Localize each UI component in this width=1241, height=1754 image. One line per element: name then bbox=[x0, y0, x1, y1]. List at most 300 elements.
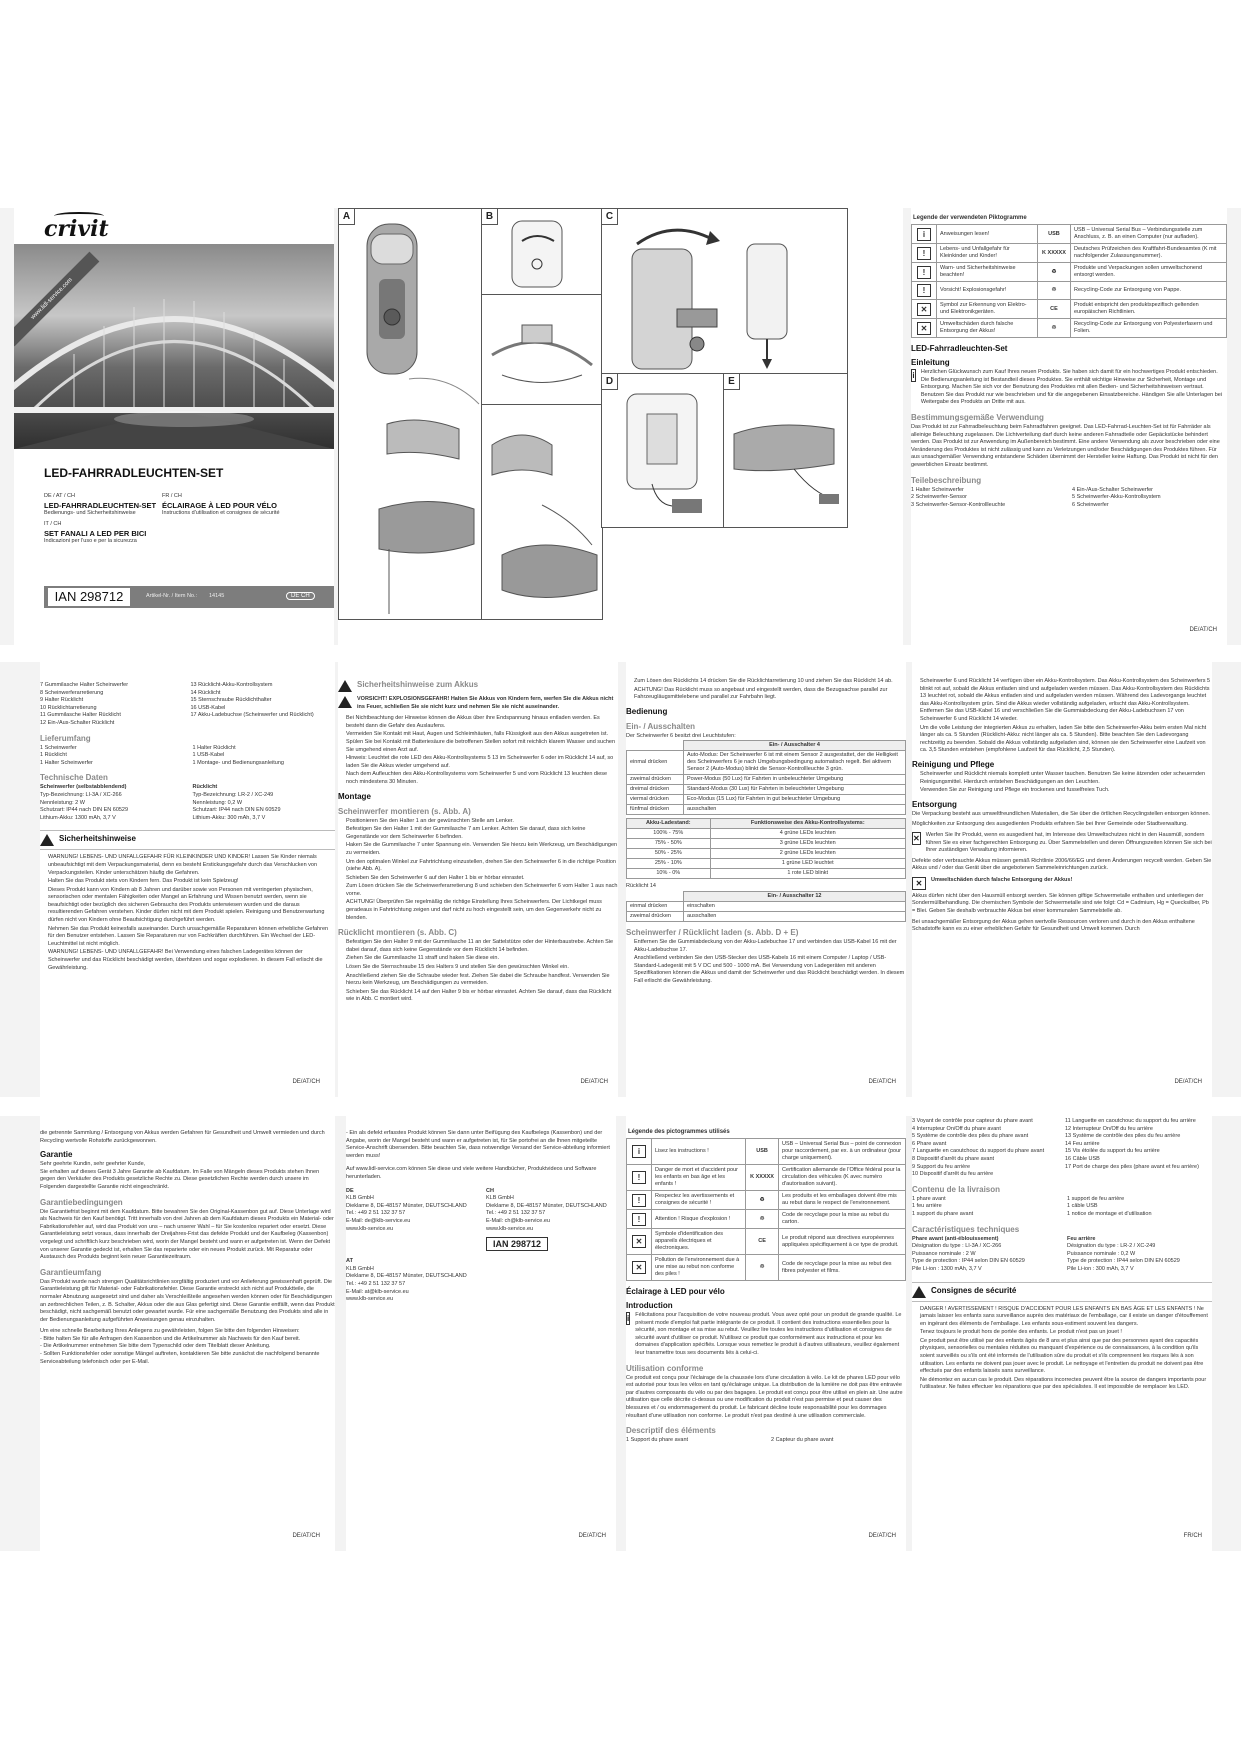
table-row bbox=[627, 901, 906, 911]
scope-item: 1 feu arrière bbox=[912, 1203, 942, 1210]
legend-row bbox=[627, 1191, 906, 1210]
akku-heading: Sicherheitshinweise zum Akkus bbox=[357, 680, 479, 689]
legend-row bbox=[627, 1229, 906, 1255]
garantie-text: Sehr geehrte Kundin, sehr geehrter Kunde, bbox=[40, 1161, 146, 1168]
rl-release-list bbox=[626, 678, 906, 702]
warning-icon bbox=[912, 1286, 926, 1298]
weee-block bbox=[912, 832, 1212, 855]
headlight-charging-illustration bbox=[724, 374, 847, 527]
part-item: 11 Gummilasche Halter Rücklicht bbox=[40, 712, 121, 719]
akku-item: • Hinweis: Leuchtet die rote LED des Akku-Kontrollsystems 5 13 im Scheinwerfer 6 oder im Rücklicht 14 auf, so laden Sie die Akkus wieder umgehend auf. bbox=[346, 755, 618, 770]
part-item: 5 Scheinwerfer-Akku-Kontrollsystem bbox=[1072, 494, 1161, 501]
garantie-heading: Garantie bbox=[40, 1150, 73, 1160]
table-header: Akku-Ladestand: bbox=[627, 819, 711, 829]
legend-text: USB – Universal Serial Bus – point de connexion pour raccordement, par ex. à un ordinateur (pour charge uniquement). bbox=[779, 1139, 906, 1165]
part-item: 8 Dispositif d'arrêt du phare avant bbox=[912, 1155, 995, 1162]
laden-heading: Scheinwerfer / Rücklicht laden (s. Abb. D + E) bbox=[626, 927, 799, 937]
table-header: Ein- / Ausschalter 4 bbox=[684, 741, 906, 751]
part-item: 8 Scheinwerferarretierung bbox=[40, 689, 104, 696]
scope-item: 1 support du phare avant bbox=[912, 1210, 974, 1217]
step-item: • Befestigen Sie den Halter 1 mit der Gummilasche 7 am Lenker. Achten Sie darauf, dass sich keine Gegenstände vor dem Scheinwerfer 6 befinden. bbox=[346, 826, 618, 841]
legend-pictogram-icon: ♲ bbox=[759, 1215, 765, 1222]
tech-item: Pile Li-ion : 300 mAh, 3,7 V bbox=[1067, 1265, 1134, 1272]
legend-pictogram-icon: K XXXXX bbox=[750, 1174, 774, 1180]
contenu-list bbox=[912, 1196, 1212, 1219]
abwicklung-text: Um eine schnelle Bearbeitung Ihres Anliegens zu gewährleisten, folgen Sie bitte den folgenden Hinweisen: bbox=[40, 1328, 300, 1335]
scope-item: 1 Scheinwerfer bbox=[40, 744, 77, 751]
p8-section-title: Éclairage à LED pour vélo bbox=[626, 1287, 725, 1296]
legend-icon-cell bbox=[1037, 225, 1070, 244]
table-row bbox=[627, 839, 906, 849]
legend-pictogram-icon: ✕ bbox=[632, 1261, 646, 1274]
figure-a-panel bbox=[338, 208, 483, 620]
tech-item: Puissance nominale : 2 W bbox=[912, 1250, 976, 1257]
legend-pictogram-icon: ! bbox=[632, 1171, 646, 1184]
flags-de: DE / AT / CH bbox=[44, 493, 75, 499]
legend-text: Recycling-Code zur Entsorgung von Polyesterfasern und Folien. bbox=[1070, 319, 1226, 338]
akku-level-table bbox=[626, 818, 906, 879]
footer-p9: FR/CH bbox=[1183, 1533, 1202, 1539]
legend-text: Respectez les avertissements et consignes de sécurité ! bbox=[652, 1191, 746, 1210]
step-item: • Befestigen Sie den Halter 9 mit der Gummilasche 11 an der Sattelstütze oder der Hinterbaustrebe. Achten Sie dabei darauf, dass sich keine Gegenstände vor dem Rücklicht 14 befinden. bbox=[346, 939, 618, 954]
akku-heading-row bbox=[338, 680, 618, 692]
laden-list bbox=[626, 939, 906, 986]
ian-box: IAN 298712 bbox=[486, 1237, 548, 1251]
flags-fr: FR / CH bbox=[162, 493, 182, 499]
einleitung-heading: Einleitung bbox=[911, 358, 950, 367]
address-line: Tel.: +49 2 51 132 37 57 bbox=[486, 1210, 546, 1217]
page-3 bbox=[338, 662, 618, 1097]
part-item: 7 Gummilasche Halter Scheinwerfer bbox=[40, 682, 129, 688]
part-item: 17 Port de charge des piles (phare avant et feu arrière) bbox=[1065, 1163, 1199, 1170]
legend-icon-cell bbox=[746, 1139, 779, 1165]
part-item: 3 Voyant de contrôle pour capteur du phare avant bbox=[912, 1118, 1033, 1124]
figure-a-label: A bbox=[339, 209, 355, 225]
table-row bbox=[627, 911, 906, 921]
step-item: • Verwenden Sie zur Reinigung und Pflege ein trockenes und fusselfreies Tuch. bbox=[920, 787, 1212, 795]
part-item: 2 Capteur du phare avant bbox=[771, 1437, 834, 1444]
table-cell: ausschalten bbox=[684, 805, 906, 815]
sw-mount-list bbox=[338, 818, 618, 923]
tech-taillight-heading: Rücklicht bbox=[192, 784, 218, 791]
figure-b-label: B bbox=[482, 209, 498, 225]
logo-swoosh-icon bbox=[54, 212, 104, 220]
footer-p2: DE/AT/CH bbox=[292, 1079, 320, 1085]
bedienung-heading: Bedienung bbox=[626, 706, 668, 716]
part-item: 15 Sternschraube Rücklichthalter bbox=[190, 697, 272, 704]
page-8 bbox=[626, 1116, 906, 1551]
safety-heading-row bbox=[40, 830, 335, 850]
page-4 bbox=[626, 662, 906, 1097]
address-line: Dieklame 8, DE-48157 Münster, DEUTSCHLAND bbox=[486, 1202, 607, 1209]
legend-text: Produkt entspricht den produktspezifisch geltenden europäischen Richtlinien. bbox=[1070, 300, 1226, 319]
step-item: • Haken Sie die Gummilasche 7 unter Spannung ein. Verwenden Sie hierzu kein Werkzeug, um Beschädigungen zu vermeiden. bbox=[346, 842, 618, 857]
akku-warning-text: VORSICHT! EXPLOSIONSGEFAHR! Halten Sie Akkus von Kindern fern, werfen Sie die Akkus nicht ins Feuer, schließen Sie sie nicht kurz und nehmen Sie sie nicht auseinander. bbox=[357, 696, 614, 710]
safety-item: • Halten Sie das Produkt stets von Kindern fern. Das Produkt ist kein Spielzeug! bbox=[48, 878, 335, 886]
legend-text: Symbole d'identification des appareils électriques et électroniques. bbox=[652, 1229, 746, 1255]
akku-item: • Nach dem Aufleuchten des Akku-Kontrollsystems vom Scheinwerfer 5 und vom Rücklicht 13 leuchten diese noch mindestens 30 Minuten. bbox=[346, 771, 618, 786]
lang-subtitle-fr: Instructions d'utilisation et consignes de sécurité bbox=[162, 509, 280, 516]
entsorgung-text: Werfen Sie Ihr Produkt, wenn es ausgedient hat, im Interesse des Umweltschutzes nicht in den Hausmüll, sondern führen Sie es einer fachgerechten Entsorgung zu. Über Sammelstellen und deren Öffnungszeiten können Sie sich bei Ihrer zuständigen Verwaltung informieren. bbox=[925, 831, 1212, 854]
step-item: • Scheinwerfer und Rücklicht niemals komplett unter Wasser tauchen. Benutzen Sie keine ätzenden oder scheuernden Reinigungsmittel. Hierdurch entstehen Beschädigungen an den Leuchten. bbox=[920, 771, 1212, 786]
taillight-charging-illustration bbox=[602, 374, 724, 527]
abwicklung-text: - Sollten Funktionsfehler oder sonstige Mängel auftreten, kontaktieren Sie bitte zunächst die nachfolgend benannte Serviceabteilung telefonisch oder per E-Mail. bbox=[40, 1351, 320, 1365]
table-cell: Standard-Modus (30 Lux) für Fahrten in beleuchteter Umgebung bbox=[684, 785, 906, 795]
legend-icon-cell bbox=[1037, 300, 1070, 319]
rl-label: Rücklicht 14 bbox=[626, 883, 656, 890]
entsorgung-text: Möglichkeiten zur Entsorgung des ausgedienten Produkts erfahren Sie bei Ihrer Gemeinde oder Stadtverwaltung. bbox=[912, 821, 1188, 828]
table-cell: Power-Modus (50 Lux) für Fahrten in unbeleuchteter Umgebung bbox=[684, 775, 906, 785]
lang-title-it: SET FANALI A LED PER BICI bbox=[44, 528, 147, 538]
legend-table-de bbox=[911, 224, 1227, 338]
introduction-text: Félicitations pour l'acquisition de votre nouveau produit. Vous avez opté pour un produit de grande qualité. Le présent mode d'emploi fait partie intégrante de ce produit. Il contient des instructions essentielles pour la sécurité, son montage et sa mise au rebut. Veuillez lire toutes les instructions d'utilisation et consignes de sécurité avant d'utiliser ce produit. N'utilisez ce produit que conformément aux instructions et pour les domaines d'application spécifiés. Lorsque vous remettez le produit à d'autres utilisateurs, veuillez également leur transmettre tous ses documents liés à celui-ci. bbox=[635, 1312, 902, 1356]
table-row bbox=[627, 795, 906, 805]
crossed-bin-icon: ✕ bbox=[912, 877, 926, 890]
language-block-fr bbox=[162, 493, 280, 517]
table-cell: 75% - 50% bbox=[627, 839, 711, 849]
taillight-front-illustration bbox=[482, 209, 602, 295]
safety-heading: Sicherheitshinweise bbox=[59, 834, 136, 844]
address-line: KLB GmbH bbox=[346, 1265, 374, 1272]
legend-pictogram-icon: K XXXXX bbox=[1042, 249, 1066, 256]
safety-item: • Nehmen Sie das Produkt keinesfalls auseinander. Durch unsachgemäße Reparaturen können erhebliche Gefahren für den Benutzer entstehen. Lassen Sie Reparaturen nur von Fachkräften durchführen. Ein Wechsel der LED-Leuchtmittel ist nicht möglich. bbox=[48, 926, 335, 949]
parts-list-fr-2 bbox=[912, 1118, 1212, 1179]
tech-heading: Technische Daten bbox=[40, 773, 108, 783]
scope-item: 1 Montage- und Bedienungsanleitung bbox=[192, 759, 284, 766]
rl-mount-heading: Rücklicht montieren (s. Abb. C) bbox=[338, 928, 457, 938]
legend-pictogram-icon: CE bbox=[758, 1238, 766, 1244]
table-row bbox=[627, 751, 906, 775]
figures-page bbox=[338, 208, 903, 645]
table-row bbox=[627, 805, 906, 815]
part-item: 1 Support du phare avant bbox=[626, 1437, 689, 1444]
legend-text: Deutsches Prüfzeichen des Kraftfahrt-Bundesamtes (K mit nachfolgender Zulassungsnummer). bbox=[1070, 244, 1226, 263]
garantieumfang-heading: Garantieumfang bbox=[40, 1267, 102, 1277]
legend-text: Code de recyclage pour la mise au rebut des fibres polyester et films. bbox=[779, 1255, 906, 1281]
legend-text: Le produit répond aux directives européennes appliquées spécifiquement à ce type de produit. bbox=[779, 1229, 906, 1255]
step-item: • Entfernen Sie die Gummiabdeckung von der Akku-Ladebuchse 17 und verbinden das USB-Kabel 16 mit der Akku-Ladebuchse 17. bbox=[634, 939, 906, 954]
address-line: www.klb-service.eu bbox=[486, 1225, 534, 1232]
legend-text: Danger de mort et d'accident pour les enfants en bas âge et les enfants ! bbox=[652, 1165, 746, 1191]
usage-heading: Utilisation conforme bbox=[626, 1363, 704, 1373]
legend-icon-cell bbox=[627, 1139, 652, 1165]
table-header bbox=[627, 741, 684, 751]
language-block-it bbox=[44, 521, 146, 545]
scope-item: 1 Rücklicht bbox=[40, 752, 67, 759]
entsorgung-heading: Entsorgung bbox=[912, 799, 957, 809]
footer-p8: DE/AT/CH bbox=[868, 1533, 896, 1539]
safety-list bbox=[40, 854, 335, 972]
p1-section-title: LED-Fahrradleuchten-Set bbox=[911, 344, 1008, 353]
table-cell: 50% - 25% bbox=[627, 849, 711, 859]
page-6 bbox=[40, 1116, 335, 1551]
legend-row bbox=[912, 225, 1227, 244]
legend-icon-cell bbox=[912, 282, 937, 300]
table-row bbox=[627, 869, 906, 879]
footer-p5: DE/AT/CH bbox=[1174, 1079, 1202, 1085]
part-item: 7 Languette en caoutchouc du support du phare avant bbox=[912, 1148, 1045, 1155]
safety-item: • Ne démontez en aucun cas le produit. Des réparations incorrectes peuvent être la source de dangers importants pour l'utilisateur. Ne faites effectuer les réparations que par des spécialistes. Il est impossible de remplacer les LED. bbox=[920, 1377, 1212, 1392]
step-item: • ACHTUNG! Das Rücklicht muss so angebaut und eingestellt werden, dass die Bezugsachse parallel zur Fahrzeugläugsmittelebene und parallel zur Fahrbahn liegt. bbox=[634, 687, 906, 702]
part-item: 10 Rücklichtarretierung bbox=[40, 704, 97, 711]
address-de bbox=[346, 1188, 476, 1253]
table-row bbox=[627, 775, 906, 785]
headlight-illustration bbox=[339, 209, 482, 619]
part-item: 5 Système de contrôle des piles du phare avant bbox=[912, 1133, 1029, 1140]
tech-item: Nennleistung: 2 W bbox=[40, 799, 85, 806]
legend-icon-cell bbox=[912, 319, 937, 338]
legend-row bbox=[912, 319, 1227, 338]
bridge-photo-illustration bbox=[14, 244, 334, 449]
legend-row bbox=[912, 244, 1227, 263]
legend-icon-cell bbox=[912, 263, 937, 282]
part-item: 13 Système de contrôle des piles du feu arrière bbox=[1065, 1133, 1181, 1140]
step-item: • Schieben Sie das Rücklicht 14 auf den Halter 9 bis er hörbar einrastet. Achten Sie darauf, dass das Rücklicht wie in Abb. C montiert wird. bbox=[346, 989, 618, 1004]
einleitung-text: Herzlichen Glückwunsch zum Kauf Ihres neuen Produkts. Sie haben sich damit für ein hochwertiges Produkt entschieden. Die Bedienungsanleitung ist Bestandteil dieses Produktes. Sie enthält wichtige Hinweise zur Sicherheit, Montage und Entsorgung. Machen Sie sich vor der Benutzung des Produktes mit allen Bedien- und Sicherheitshinweisen vertraut. Benutzen Sie das Produkt nur wie beschrieben und für die angegebenen Einsatzbereiche. Händigen Sie alle Unterlagen bei Weitergabe des Produkts an Dritte mit aus. bbox=[920, 369, 1223, 406]
legend-icon-cell bbox=[1037, 282, 1070, 300]
article-label: Artikel-Nr. / Item No.: bbox=[146, 593, 198, 599]
akku-list bbox=[338, 715, 618, 786]
legend-pictogram-icon: ♻ bbox=[759, 1196, 765, 1203]
tech-item: Désignation du type : LI-3A / XC-266 bbox=[912, 1243, 1002, 1250]
legend-text: Certification allemande de l'Office fédéral pour la circulation des véhicules (K avec numéro d'autorisation suivant). bbox=[779, 1165, 906, 1191]
lang-badges: DE CH bbox=[286, 592, 315, 600]
legend-row bbox=[627, 1210, 906, 1229]
figure-d-label: D bbox=[602, 374, 618, 390]
teile-heading: Teilebeschreibung bbox=[911, 475, 982, 485]
crivit-logo: crivit bbox=[44, 216, 109, 242]
table-cell: Eco-Modus (15 Lux) für Fahrten in gut beleuchteter Umgebung bbox=[684, 795, 906, 805]
table-cell: einschalten bbox=[684, 901, 906, 911]
step-item: • Schieben Sie den Scheinwerfer 6 auf den Halter 1 bis er hörbar einrastet. bbox=[346, 875, 618, 883]
table-row bbox=[627, 849, 906, 859]
legend-text: Recycling-Code zur Entsorgung von Pappe. bbox=[1070, 282, 1226, 300]
legend-text: Les produits et les emballages doivent être mis au rebut dans le respect de l'environnement. bbox=[779, 1191, 906, 1210]
flags-it: IT / CH bbox=[44, 521, 62, 527]
legend-pictogram-icon: ! bbox=[917, 266, 931, 279]
address-line: E-Mail: de@klb-service.eu bbox=[346, 1217, 411, 1224]
legend-row bbox=[912, 263, 1227, 282]
legend-pictogram-icon: i bbox=[632, 1145, 646, 1158]
part-item: 11 Languette en caoutchouc du support du feu arrière bbox=[1065, 1118, 1196, 1124]
legend-pictogram-icon: CE bbox=[1050, 305, 1058, 312]
introduction-heading: Introduction bbox=[626, 1301, 673, 1310]
table-cell: 10% - 0% bbox=[627, 869, 711, 879]
teile-list bbox=[911, 487, 1227, 510]
step-item: • Zum Lösen drücken Sie die Scheinwerferarretierung 8 und schieben den Scheinwerfer 6 vom Halter 1 aus nach vorne. bbox=[346, 883, 618, 898]
umwelt-heading: Umweltschäden durch falsche Entsorgung der Akkus! bbox=[931, 876, 1073, 883]
info-icon: i bbox=[912, 371, 915, 380]
safety-item: • Ce produit peut être utilisé par des enfants âgés de 8 ans et plus ainsi que par des personnes ayant des capacités physiques, sensorielles ou mentales réduites ou manquant d'expérience ou de connaissances, à la condition qu'ils soient surveillés ou s'ils ont été informés de l'utilisation sûre du produit et s'ils comprennent les risques liés à son utilisation. Les enfants ne doivent pas jouer avec le produit. Le nettoyage et l'entretien du produit ne doivent pas être effectués par des enfants laissés sans surveillance. bbox=[920, 1338, 1212, 1376]
table-cell: ausschalten bbox=[684, 911, 906, 921]
figure-c-label: C bbox=[602, 209, 618, 225]
legend-icon-cell bbox=[746, 1165, 779, 1191]
part-item: 2 Scheinwerfer-Sensor bbox=[911, 494, 967, 501]
garantiebedingungen-heading: Garantiebedingungen bbox=[40, 1197, 123, 1207]
legend-pictogram-icon: ! bbox=[632, 1213, 646, 1226]
step-item: • Anschließend ziehen Sie die Schraube wieder fest. Ziehen Sie dabei die Schraube handfest. Verwenden Sie hierzu kein Werkzeug, um Beschädigungen zu vermeiden. bbox=[346, 973, 618, 988]
akku-item: • Vermeiden Sie Kontakt mit Haut, Augen und Schleimhäuten, falls Flüssigkeit aus den Akkus ausgetreten ist. Spülen Sie bei Kontakt mit Batteriesäure die betroffenen Stellen sofort mit reichlich klarem Wasser und suchen Sie umgehend einen Arzt auf. bbox=[346, 731, 618, 754]
contenu-heading: Contenu de la livraison bbox=[912, 1184, 1001, 1194]
figure-a-detail bbox=[481, 404, 603, 620]
legend-pictogram-icon: USB bbox=[1048, 230, 1060, 237]
address-line: KLB GmbH bbox=[346, 1195, 374, 1202]
lieferumfang-heading: Lieferumfang bbox=[40, 733, 91, 743]
montage-heading: Montage bbox=[338, 791, 371, 801]
scope-item: 1 câble USB bbox=[1067, 1203, 1098, 1210]
part-item: 12 Ein-/Aus-Schalter Rücklicht bbox=[40, 719, 115, 726]
legend-icon-cell bbox=[746, 1229, 779, 1255]
legend-text: Symbol zur Erkennung von Elektro- und Elektronikgeräten. bbox=[937, 300, 1038, 319]
rl-mount-list bbox=[338, 939, 618, 1004]
safety-heading-fr: Consignes de sécurité bbox=[931, 1285, 1017, 1295]
website-banner: www.lidl-service.com bbox=[14, 252, 99, 347]
address-line: E-Mail: ch@klb-service.eu bbox=[486, 1217, 550, 1224]
legend-icon-cell bbox=[627, 1210, 652, 1229]
page-2 bbox=[40, 662, 335, 1097]
footer-p3: DE/AT/CH bbox=[580, 1079, 608, 1085]
tech-data bbox=[40, 784, 335, 822]
legend-icon-cell bbox=[627, 1255, 652, 1281]
lang-title-de: LED-FAHRRADLEUCHTEN-SET bbox=[44, 500, 157, 510]
footer-p4: DE/AT/CH bbox=[868, 1079, 896, 1085]
warning-icon bbox=[40, 834, 54, 846]
legend-icon-cell bbox=[912, 300, 937, 319]
ein-aus-sub: Der Scheinwerfer 6 besitzt drei Leuchtstufen: bbox=[626, 732, 736, 739]
scope-item: 1 Halter Rücklicht bbox=[192, 744, 236, 751]
step-item: • Scheinwerfer 6 und Rücklicht 14 verfügen über ein Akku-Kontrollsystem. Das Akku-Kontrollsystem des Scheinwerfers 5 blinkt rot auf, sobald die Akkus entladen sind und aufgeladen werden müssen. Das Akku-Kontrollsystem des Rücklichts 13 leuchtet rot, sobald die Akkus entladen sind und aufgeladen werden müssen. Während des Ladevorgangs leuchtet das Akku-Kontrollsystem grün. Sind die Akkus wieder vollständig aufgeladen, erlischt das Akku-Kontrollsystem. Entfernen Sie das USB-Kabel 16 und verschließen Sie die Gummiabdeckung der Akku-Ladebuchsen 17 von Scheinwerfer 6 und Rücklicht 14 wieder. bbox=[920, 678, 1212, 724]
scope-item: 1 Halter Scheinwerfer bbox=[40, 759, 93, 766]
legend-row bbox=[627, 1139, 906, 1165]
figure-e-panel bbox=[723, 373, 848, 528]
part-item: 6 Phare avant bbox=[912, 1140, 947, 1147]
legend-pictogram-icon: ✕ bbox=[632, 1235, 646, 1248]
tech-headlight-heading: Phare avant (anti-éblouissement) bbox=[912, 1235, 999, 1242]
table-cell: zweimal drücken bbox=[627, 775, 684, 785]
sw-mount-heading: Scheinwerfer montieren (s. Abb. A) bbox=[338, 806, 471, 816]
figure-e-label: E bbox=[724, 374, 740, 390]
legend-icon-cell bbox=[912, 225, 937, 244]
address-line: Tel.: +49 2 51 132 37 57 bbox=[346, 1280, 406, 1287]
part-item: 17 Akku-Ladebuchse (Scheinwerfer und Rücklicht) bbox=[190, 712, 314, 719]
p7-intro: - Ein als defekt erfasstes Produkt können Sie dann unter Beifügung des Kaufbelegs (Kassenbon) und der Angabe, worin der Mangel besteht und wann er aufgetreten ist, für Sie portofrei an die Ihnen mitgeteilte Service-Anschrift übersenden. Bitte beachten Sie, dass notwendige Versand der Service-abteilung informiert werden muss! bbox=[346, 1130, 610, 1159]
umwelt-text: Bei unsachgemäßer Entsorgung der Akkus gehen wertvolle Ressourcen verloren und durch in den Akkus enthaltene Schadstoffe kann es zu einer erheblichen Gefahr für Gesundheit und Umwelt kommen. Durch bbox=[912, 918, 1195, 933]
address-line: Dieklame 8, DE-48157 Münster, DEUTSCHLAND bbox=[346, 1273, 467, 1280]
legend-row bbox=[627, 1165, 906, 1191]
akku-system-list bbox=[912, 678, 1212, 755]
legend-pictogram-icon: ✕ bbox=[917, 322, 931, 335]
tech-item: Lithium-Akku: 300 mAh, 3,7 V bbox=[192, 814, 266, 821]
safety-item: • Dieses Produkt kann von Kindern ab 8 Jahren und darüber sowie von Personen mit verringerten physischen, sensorischen oder mentalen Fähigkeiten oder Mangel an Erfahrung und Wissen benutzt werden, wenn sie beaufsichtigt oder bezüglich des sicheren Gebrauchs des Produkts unterwiesen wurden und die daraus resultierenden Gefahren verstehen. Kinder dürfen nicht mit dem Produkt spielen. Reinigung und Benutzerwartung dürfen nicht von Kindern ohne Beaufsichtigung durchgeführt werden. bbox=[48, 887, 335, 925]
legend-icon-cell bbox=[1037, 319, 1070, 338]
tech-heading-fr: Caractéristiques techniques bbox=[912, 1224, 1020, 1234]
figure-d-panel bbox=[601, 373, 725, 528]
step-item: • ACHTUNG! Überprüfen Sie regelmäßig die richtige Einstellung Ihres Scheinwerfers. Der Lichtkegel muss geradeaus in Fahrtrichtung zeigen und darf nicht zu hoch eingestellt sein, um den Gegenverkehr nicht zu blenden. bbox=[346, 899, 618, 922]
ian-bar bbox=[44, 586, 334, 608]
part-item: 4 Ein-/Aus-Schalter Scheinwerfer bbox=[1072, 486, 1154, 493]
language-block-de bbox=[44, 493, 156, 517]
p6-intro: die getrennte Sammlung / Entsorgung von Akkus werden Gefahren für Gesundheit und Umwelt vermieden und durch Recycling wertvolle Rohstoffe zurückgewonnen. bbox=[40, 1130, 325, 1144]
legend-text: Lebens- und Unfallgefahr für Kleinkinder und Kinder! bbox=[937, 244, 1038, 263]
part-item: 3 Scheinwerfer-Sensor-Kontrollleuchte bbox=[911, 501, 1006, 508]
legend-icon-cell bbox=[627, 1191, 652, 1210]
figure-c-panel bbox=[601, 208, 848, 375]
part-item: 16 USB-Kabel bbox=[190, 704, 226, 711]
legend-icon-cell bbox=[746, 1255, 779, 1281]
address-country: DE bbox=[346, 1187, 354, 1194]
tech-item: Pile Li-ion : 1300 mAh, 3,7 V bbox=[912, 1265, 982, 1272]
legend-icon-cell bbox=[627, 1165, 652, 1191]
parts-list-fr bbox=[626, 1437, 906, 1445]
step-item: • Positionieren Sie den Halter 1 an der gewünschten Stelle am Lenker. bbox=[346, 818, 618, 826]
usage-text: Ce produit est conçu pour l'éclairage de la chaussée lors d'une circulation à vélo. Le kit de phares LED pour vélo est autorisé pour tous les vélos en tant qu'éclairage unique. La distribution de la lumière ne doit pas être entravée par d'autres composants du vélo ou par des bagages. Le produit est conçu pour être utilisé en plein air. Une autre utilisation que celle décrite ci-dessus ou une modification du produit n'est pas permise et peut causer des blessures et / ou endommagement du produit. Le fabricant décline toute responsabilité pour les dommages résultant d'une utilisation non conforme. Le produit n'est pas destiné à une utilisation commerciale. bbox=[626, 1374, 903, 1419]
download-text: Auf www.lidl-service.com können Sie diese und viele weitere Handbücher, Produktvideos und Software herunterladen. bbox=[346, 1166, 597, 1180]
part-item: 16 Câble USB bbox=[1065, 1155, 1100, 1162]
explosion-warning-icon bbox=[338, 696, 352, 708]
scope-item: 1 USB-Kabel bbox=[192, 752, 225, 759]
legend-row bbox=[912, 282, 1227, 300]
tech-item: Typ-Bezeichnung: LI-3A / XC-266 bbox=[40, 791, 122, 798]
crossed-bin-icon: ✕ bbox=[913, 833, 920, 843]
legend-pictogram-icon: ! bbox=[917, 247, 931, 260]
umwelt-block bbox=[912, 877, 1212, 890]
legend-pictogram-icon: USB bbox=[756, 1148, 768, 1154]
tech-taillight-heading: Feu arrière bbox=[1067, 1235, 1096, 1242]
part-item: 9 Support du feu arrière bbox=[912, 1163, 971, 1170]
zweck-text: Das Produkt ist zur Fahrradbeleuchtung beim Fahrradfahren geeignet. Das LED-Fahrrad-Leuchten-Set ist für Fahrräder als alleinige Beleuchtung zugelassen. Die Lichtverteilung darf durch keine anderen Fahrradteile oder Gepäckstücke behindert werden. Das Produkt ist zur Anwendung im Außenbereich bestimmt. Eine andere Verwendung als zuvor beschrieben oder eine Veränderung des Produktes ist nicht zulässig und kann zu Verletzungen und/oder Beschädigungen des Produktes führen. Für aus unsachgemäßer Verwendung entstandene Schäden übernimmt der Hersteller keine Haftung. Das Produkt ist nicht für den gewerblichen Einsatz bestimmt. bbox=[911, 423, 1220, 468]
entsorgung-text: Die Verpackung besteht aus umweltfreundlichen Materialien, die Sie über die örtlichen Recyclingstellen entsorgen können. bbox=[912, 810, 1211, 817]
address-ch bbox=[486, 1188, 616, 1253]
legend-icon-cell bbox=[746, 1210, 779, 1229]
table-cell: 4 grüne LEDs leuchten bbox=[710, 829, 905, 839]
part-item: 14 Feu arrière bbox=[1065, 1140, 1100, 1147]
reinigung-heading: Reinigung und Pflege bbox=[912, 759, 995, 769]
table-cell: fünfmal drücken bbox=[627, 805, 684, 815]
part-item: 13 Rücklicht-Akku-Kontrollsystem bbox=[190, 682, 273, 688]
legend-text: Anweisungen lesen! bbox=[937, 225, 1038, 244]
safety-item: • Tenez toujours le produit hors de portée des enfants. Le produit n'est pas un jouet ! bbox=[920, 1329, 1212, 1337]
legend-pictogram-icon: ! bbox=[632, 1194, 646, 1207]
legend-icon-cell bbox=[912, 244, 937, 263]
tech-item: Lithium-Akku: 1300 mAh, 3,7 V bbox=[40, 814, 116, 821]
address-line: www.klb-service.eu bbox=[346, 1296, 394, 1303]
seatpost-illustration bbox=[602, 209, 847, 374]
table-header-row bbox=[627, 819, 906, 829]
abwicklung-text: - Die Artikelnummer entnehmen Sie bitte dem Typenschild oder dem Titelblatt dieser Anleitung. bbox=[40, 1343, 271, 1350]
table-cell: 100% - 75% bbox=[627, 829, 711, 839]
address-line: Dieklame 8, DE-48157 Münster, DEUTSCHLAND bbox=[346, 1202, 467, 1209]
table-cell: 25% - 10% bbox=[627, 859, 711, 869]
safety-list-fr bbox=[912, 1306, 1212, 1393]
parts-heading-fr: Descriptif des éléments bbox=[626, 1426, 716, 1436]
warning-icon bbox=[338, 680, 352, 692]
page-5 bbox=[912, 662, 1212, 1097]
lang-title-fr: ÉCLAIRAGE À LED POUR VÉLO bbox=[162, 500, 278, 510]
safety-item: • WARNUNG! LEBENS- UND UNFALLGEFAHR FÜR KLEINKINDER UND KINDER! Lassen Sie Kinder niemals unbeaufsichtigt mit dem Verpackungsmaterial, denn es besteht Erstickungsgefahr durch das Verschlucken von Verpackungsteilen. Kinder unterschätzen häufig die Gefahren. bbox=[48, 854, 335, 877]
legend-pictogram-icon: ♲ bbox=[1051, 324, 1057, 331]
headlight-mount-illustration bbox=[482, 405, 602, 619]
figure-b-detail bbox=[481, 294, 603, 406]
address-country: CH bbox=[486, 1187, 494, 1194]
introduction-block bbox=[626, 1312, 906, 1358]
legend-text: Vorsicht! Explosionsgefahr! bbox=[937, 282, 1038, 300]
step-item: • Um den optimalen Winkel zur Fahrtrichtung einzustellen, drehen Sie den Scheinwerfer 6 in die richtige Position (siehe Abb. A). bbox=[346, 859, 618, 874]
legend-table-fr bbox=[626, 1138, 906, 1281]
akku-item: • Bei Nichtbeachtung der Hinweise können die Akkus über ihre Endspannung hinaus entladen werden. Es besteht dann die Gefahr des Auslaufens. bbox=[346, 715, 618, 730]
legend-row bbox=[627, 1255, 906, 1281]
safety-item: • DANGER ! AVERTISSEMENT ! RISQUE D'ACCIDENT POUR LES ENFANTS EN BAS ÂGE ET LES ENFANTS ! Ne jamais laisser les enfants sans surveillance auprès des matériaux de l'emballage, car il existe un danger d'étouffement en ingérant des éléments de l'emballage. Les enfants sous-estiment souvent les dangers. bbox=[920, 1306, 1212, 1329]
zweck-heading: Bestimmungsgemäße Verwendung bbox=[911, 412, 1044, 422]
